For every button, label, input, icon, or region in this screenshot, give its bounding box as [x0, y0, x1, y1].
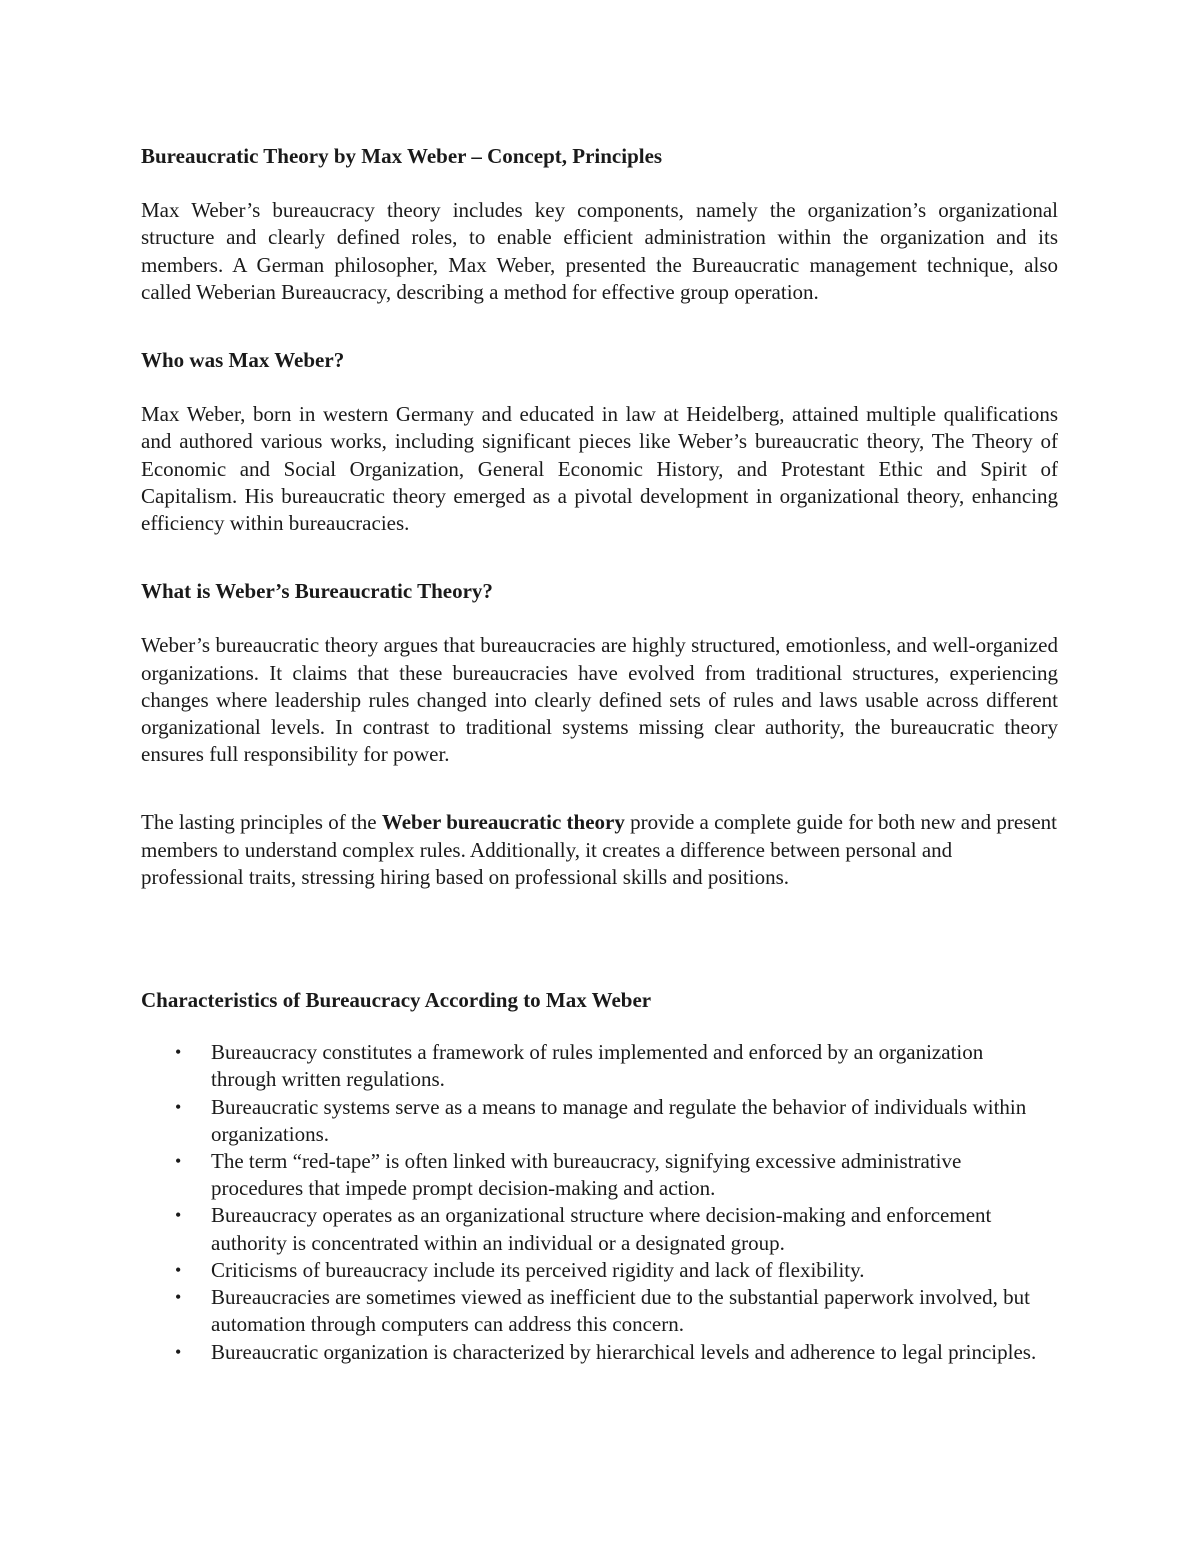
what-paragraph-1: Weber’s bureaucratic theory argues that bureaucracies are highly structured, emotionless, and well-organized organizations. It claims that these bureaucracies have evolved from traditional structures, experiencing changes where leadership rules changed into clearly defined sets of rules and laws usable across different organizational levels. In contrast to traditional systems missing clear authority, the bureaucratic theory ensures full responsibility for power.	[141, 633, 1058, 767]
spacer	[141, 306, 1058, 347]
bullet-icon: •	[175, 1259, 182, 1280]
bullet-icon: •	[175, 1151, 182, 1172]
characteristics-list	[141, 1039, 1058, 1365]
characteristics-heading: Characteristics of Bureaucracy According to Max Weber	[141, 988, 652, 1013]
list-item-text: Bureaucracies are sometimes viewed as inefficient due to the substantial paperwork involved, but automation through computers can address this concern.	[211, 1285, 1030, 1337]
list-item-text: Criticisms of bureaucracy include its perceived rigidity and lack of flexibility.	[211, 1257, 865, 1282]
spacer	[141, 1014, 1058, 1039]
spacer	[141, 768, 1058, 809]
bullet-icon: •	[175, 1205, 182, 1226]
list-item-text: Bureaucratic organization is characterized by hierarchical levels and adherence to legal principles.	[211, 1339, 1037, 1364]
bullet-icon: •	[175, 1096, 182, 1117]
list-item	[141, 1148, 1051, 1202]
bold-phrase: Weber bureaucratic theory	[381, 810, 625, 835]
spacer	[141, 374, 1058, 401]
who-heading: Who was Max Weber?	[141, 348, 345, 373]
list-item-text: Bureaucratic systems serve as a means to manage and regulate the behavior of individuals within organizations.	[211, 1094, 1027, 1146]
what-paragraph-2	[141, 809, 1058, 891]
bullet-icon: •	[175, 1042, 182, 1063]
list-item	[141, 1339, 1051, 1366]
bullet-icon: •	[175, 1287, 182, 1308]
list-item-text: The term “red-tape” is often linked with bureaucracy, signifying excessive administrative procedures that impede prompt decision-making and action.	[211, 1149, 962, 1201]
paragraph-text: The lasting principles of the	[141, 810, 382, 835]
document-page	[141, 143, 1058, 1366]
list-item	[141, 1284, 1051, 1338]
list-item	[141, 1202, 1051, 1256]
list-item	[141, 1039, 1051, 1093]
spacer	[141, 537, 1058, 578]
list-item	[141, 1257, 1051, 1284]
list-item-text: Bureaucracy constitutes a framework of rules implemented and enforced by an organization through written regulations.	[211, 1040, 984, 1092]
paragraph-text: provide a complete guide for both new and present members to understand complex rules. Additionally, it creates a difference between personal and professional traits, stressing hiring based on professional skills and positions.	[141, 810, 1057, 889]
list-item-text: Bureaucracy operates as an organizational structure where decision-making and enforcement authority is concentrated within an individual or a designated group.	[211, 1203, 992, 1255]
list-item	[141, 1094, 1051, 1148]
document-title: Bureaucratic Theory by Max Weber – Concept, Principles	[141, 144, 663, 168]
spacer	[141, 170, 1058, 197]
spacer	[141, 891, 1058, 987]
bullet-icon: •	[175, 1341, 182, 1362]
intro-paragraph: Max Weber’s bureaucracy theory includes key components, namely the organization’s organizational structure and clearly defined roles, to enable efficient administration within the organization and its members. A German philosopher, Max Weber, presented the Bureaucratic management technique, also called Weberian Bureaucracy, describing a method for effective group operation.	[141, 198, 1058, 304]
spacer	[141, 605, 1058, 632]
who-paragraph: Max Weber, born in western Germany and educated in law at Heidelberg, attained multiple qualifications and authored various works, including significant pieces like Weber’s bureaucratic theory, The Theory of Economic and Social Organization, General Economic History, and Protestant Ethic and Spirit of Capitalism. His bureaucratic theory emerged as a pivotal development in organizational theory, enhancing efficiency within bureaucracies.	[141, 402, 1058, 536]
what-heading: What is Weber’s Bureaucratic Theory?	[141, 579, 493, 604]
